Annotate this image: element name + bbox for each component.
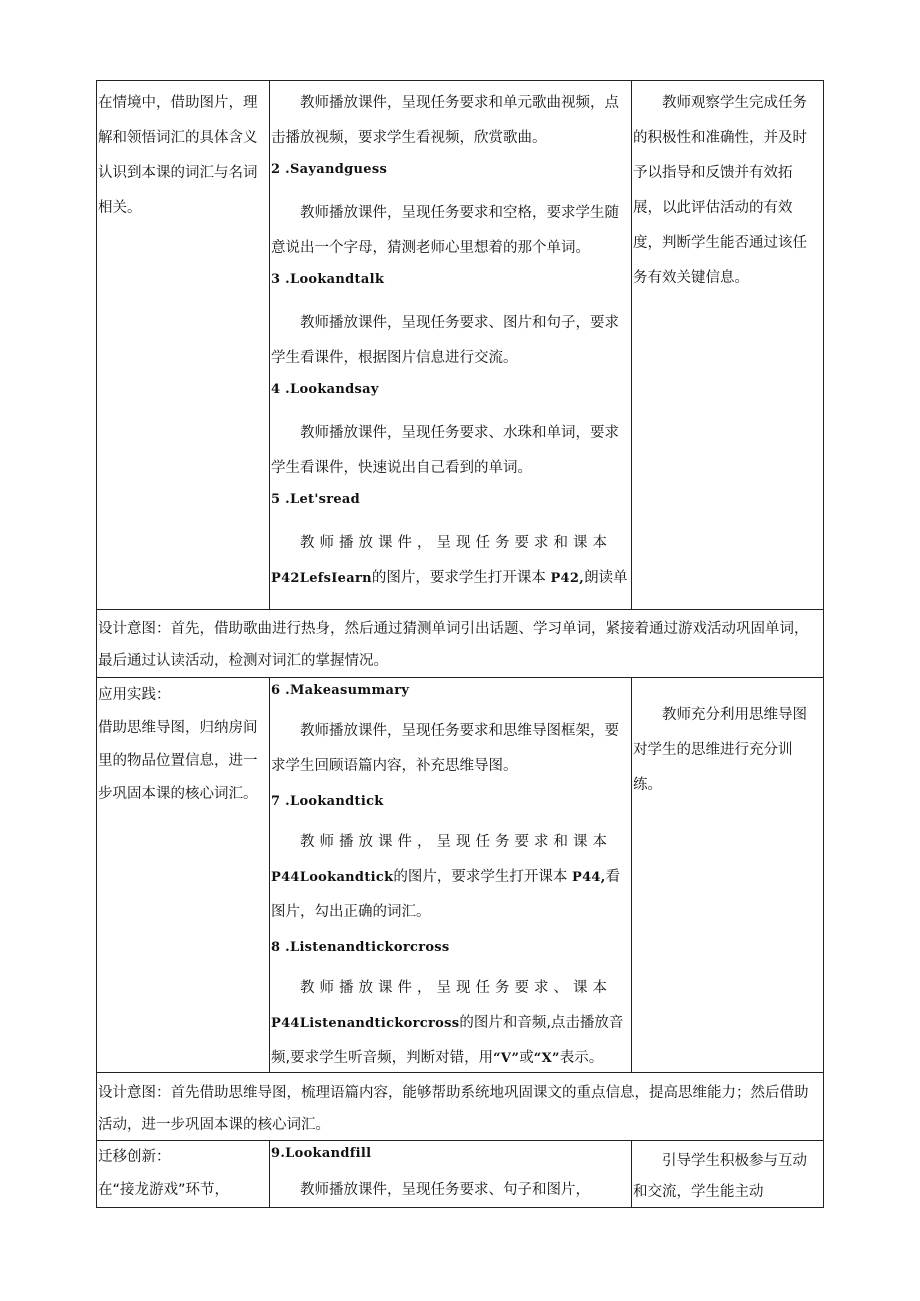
- activity-heading: 5 .Let'sread: [271, 492, 361, 507]
- learning-goal-cell: [98, 679, 268, 811]
- column-divider: [631, 677, 632, 1073]
- activity-list: [271, 86, 628, 517]
- activity-text: 教师播放课件，呈现任务要求和空格，要求学生随意说出一个字母，猜测老师心里想着的那个单词。: [271, 205, 619, 256]
- activity-text: 教师播放课件，呈现任务要求和思维导图框架，要求学生回顾语篇内容，补充思维导图。: [271, 723, 619, 774]
- goal-title: 应用实践：: [98, 687, 171, 703]
- assessment-cell: [633, 1146, 821, 1208]
- activity-text: 教师播放课件，呈现任务要求、课本: [300, 980, 612, 996]
- activity-text: P44Lookandtick的图片，要求学生打开课本 P44,看图片，勾出正确的词汇。: [271, 869, 621, 920]
- design-intent-cell: [98, 1077, 820, 1141]
- learning-goal-text: 借助思维导图，归纳房间里的物品位置信息，进一步巩固本课的核心词汇。: [98, 720, 258, 802]
- read-activity-line: P42LefsIearn的图片，要求学生打开课本 P42,朗读单: [271, 570, 628, 586]
- design-intent-text: 设计意图：首先借助思维导图，梳理语篇内容，能够帮助系统地巩固课文的重点信息，提高思维能力；然后借助活动，进一步巩固本课的核心词汇。: [98, 1085, 809, 1133]
- table-border-left: [96, 80, 97, 1208]
- design-intent-text: 设计意图：首先，借助歌曲进行热身，然后通过猜测单词引出话题、学习单词，紧接着通过游戏活动巩固单词，最后通过认读活动，检测对词汇的掌握情况。: [98, 621, 809, 669]
- activity-cell: [271, 673, 628, 1076]
- assessment-cell: [633, 698, 821, 803]
- column-divider: [269, 677, 270, 1073]
- activity-text: 教师播放课件，呈现任务要求、水珠和单词，要求学生看课件，快速说出自己看到的单词。: [271, 425, 619, 476]
- table-border-right: [823, 80, 824, 1208]
- activity-heading: 8 .Listenandtickorcross: [271, 940, 450, 955]
- activity-text: 教师播放课件，呈现任务要求和课本: [300, 834, 612, 850]
- learning-goal-cell: [98, 86, 268, 226]
- assessment-text: 教师观察学生完成任务的积极性和准确性，并及时予以指导和反馈并有效拓展，以此评估活动的有效度，判断学生能否通过该任务有效关键信息。: [633, 95, 807, 286]
- column-divider: [269, 1140, 270, 1208]
- activity-heading: 2 .Sayandguess: [271, 162, 388, 177]
- activity-text: P44Listenandtickorcross的图片和音频,点击播放音频,要求学生听音频，判断对错，用“V”或“X”表示。: [271, 1015, 624, 1066]
- design-intent-cell: [98, 613, 820, 677]
- activity-text: 教师播放课件，呈现任务要求、句子和图片，: [300, 1182, 590, 1198]
- column-divider: [631, 1140, 632, 1208]
- assessment-text: 引导学生积极参与互动和交流，学生能主动: [633, 1153, 807, 1200]
- learning-goal-cell: [98, 1141, 268, 1207]
- goal-title: 迁移创新：: [98, 1149, 171, 1165]
- column-divider: [269, 80, 270, 610]
- activity-cell: [271, 1136, 628, 1208]
- activity-heading: 3 .Lookandtalk: [271, 272, 385, 287]
- activity-heading: 7 .Lookandtick: [271, 794, 384, 809]
- table-border-top: [96, 80, 824, 81]
- learning-goal-text: 在“接龙游戏”环节，: [98, 1182, 230, 1198]
- activity-cell: [271, 86, 628, 608]
- activity-heading: 6 .Makeasummary: [271, 683, 410, 698]
- learning-goal-text: 在情境中，借助图片，理解和领悟词汇的具体含义认识到本课的词汇与名词相关。: [98, 95, 258, 216]
- assessment-text: 教师充分利用思维导图对学生的思维进行充分训练。: [633, 707, 807, 793]
- table-row-divider: [96, 609, 824, 610]
- assessment-cell: [633, 86, 821, 296]
- activity-text: 教师播放课件，呈现任务要求、图片和句子，要求学生看课件，根据图片信息进行交流。: [271, 315, 619, 366]
- activity-heading: 9.Lookandfill: [271, 1146, 372, 1161]
- activity-heading: 4 .Lookandsay: [271, 382, 379, 397]
- column-divider: [631, 80, 632, 610]
- read-activity-line: 教师播放课件，呈现任务要求和课本: [300, 535, 612, 551]
- activity-text: 教师播放课件，呈现任务要求和单元歌曲视频，点击播放视频，要求学生看视频，欣赏歌曲。: [271, 95, 619, 146]
